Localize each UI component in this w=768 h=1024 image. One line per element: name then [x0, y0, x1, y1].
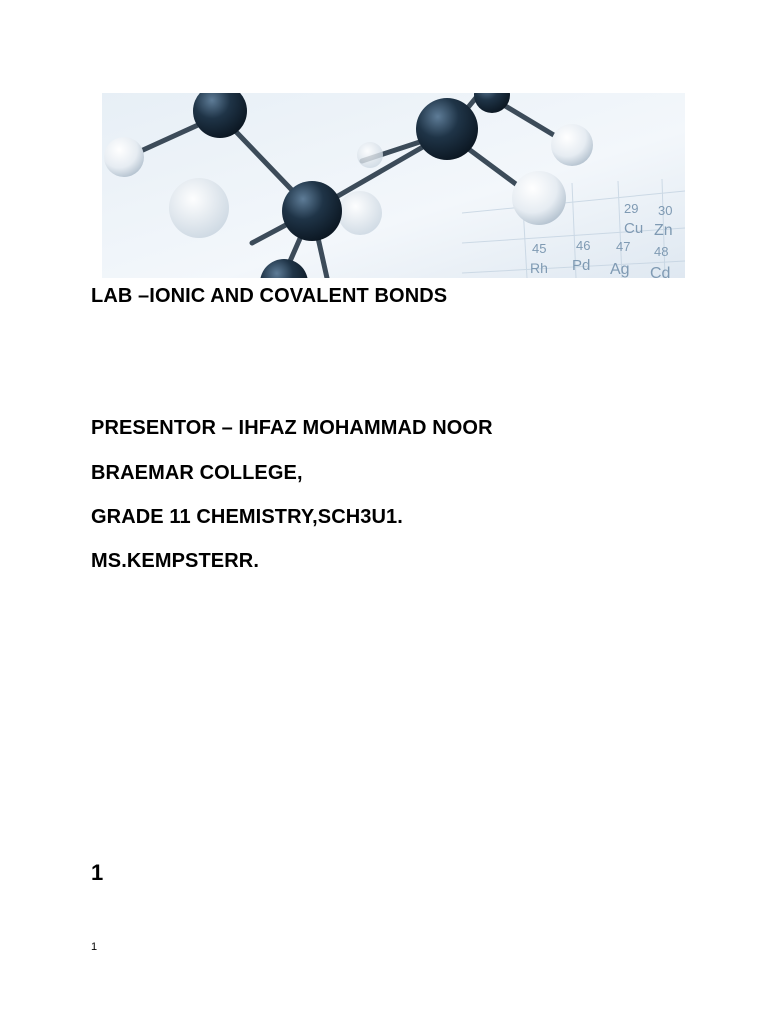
hydrogen-atom — [104, 137, 144, 177]
element-number-45: 45 — [532, 241, 547, 256]
hydrogen-atom — [512, 171, 566, 225]
element-number-30: 30 — [658, 203, 673, 218]
element-symbol-pd: Pd — [572, 257, 591, 274]
element-number-47: 47 — [616, 239, 631, 254]
carbon-atom — [416, 98, 478, 160]
element-symbol-ag: Ag — [610, 261, 630, 278]
element-symbol-cu: Cu — [624, 220, 644, 237]
element-number-46: 46 — [576, 238, 591, 253]
element-symbol-cd: Cd — [650, 265, 671, 278]
element-number-29: 29 — [624, 201, 639, 216]
molecule-banner-image — [102, 93, 685, 278]
hydrogen-atom — [551, 124, 593, 166]
element-symbol-rh: Rh — [530, 260, 548, 276]
element-number-48: 48 — [654, 244, 669, 259]
document-title: LAB –IONIC AND COVALENT BONDS — [91, 285, 448, 307]
molecule-illustration — [102, 93, 685, 278]
presenter-line: PRESENTOR – IHFAZ MOHAMMAD NOOR — [91, 417, 493, 439]
carbon-atom — [282, 181, 342, 241]
course-line: GRADE 11 CHEMISTRY,SCH3U1. — [91, 506, 403, 528]
footnote-marker: 1 — [91, 941, 98, 953]
element-symbol-zn: Zn — [654, 222, 673, 239]
teacher-line: MS.KEMPSTERR. — [91, 550, 259, 572]
college-line: BRAEMAR COLLEGE, — [91, 462, 303, 484]
page-number: 1 — [91, 860, 104, 885]
